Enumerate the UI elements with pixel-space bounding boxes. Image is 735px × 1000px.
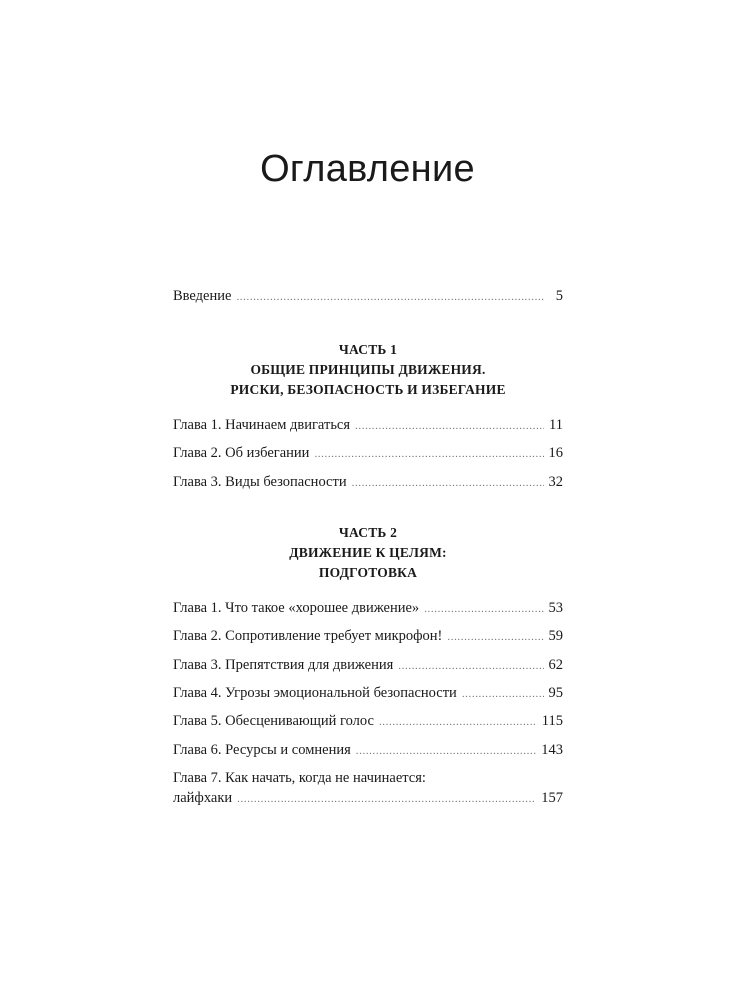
part-title-line: ПОДГОТОВКА [318, 564, 418, 580]
dot-leader [237, 789, 536, 809]
dot-leader [379, 712, 537, 732]
toc-entry-page: 53 [548, 599, 563, 616]
toc-entry-label: Глава 6. Ресурсы и сомнения [173, 741, 351, 758]
toc-entry-page: 5 [555, 288, 563, 304]
part-title-line: ОБЩИЕ ПРИНЦИПЫ ДВИЖЕНИЯ. [250, 362, 486, 377]
toc-entry-introduction[interactable] [173, 286, 563, 307]
dot-leader [447, 627, 543, 647]
table-of-contents [173, 286, 563, 817]
toc-entry-label: Глава 2. Об избегании [173, 445, 310, 462]
toc-entry-label: Глава 7. Как начать, когда не начинается: [173, 770, 426, 787]
toc-entry-chapter[interactable] [173, 443, 563, 464]
part-title-line: ДВИЖЕНИЕ К ЦЕЛЯМ: [289, 544, 447, 560]
toc-entry-page: 157 [541, 790, 563, 807]
toc-entry-label-cont: лайфхаки [173, 790, 233, 807]
toc-entry-label: Глава 2. Сопротивление требует микрофон! [173, 628, 443, 645]
dot-leader [398, 656, 543, 676]
page-title: Оглавление [260, 148, 475, 190]
dot-leader [424, 599, 543, 619]
toc-entry-chapter[interactable] [173, 740, 563, 761]
dot-leader [352, 473, 544, 493]
toc-entry-label: Глава 1. Начинаем двигаться [173, 417, 351, 433]
toc-entry-label: Глава 1. Что такое «хорошее движение» [173, 599, 420, 616]
part-2-heading [173, 523, 563, 583]
toc-entry-chapter[interactable] [173, 626, 563, 647]
toc-entry-page: 11 [549, 417, 563, 433]
toc-entry-page: 143 [541, 741, 563, 758]
toc-entry-chapter[interactable] [173, 598, 563, 619]
toc-entry-label: Глава 5. Обесценивающий голос [173, 713, 374, 730]
toc-entry-label: Глава 3. Препятствия для движения [173, 656, 394, 673]
toc-entry-page: 16 [548, 445, 563, 462]
toc-entry-label: Глава 4. Угрозы эмоциональной безопасности [173, 684, 457, 701]
toc-entry-page: 32 [548, 473, 563, 490]
toc-entry-chapter[interactable] [173, 655, 563, 676]
part-number: ЧАСТЬ 1 [338, 342, 398, 357]
dot-leader [462, 684, 544, 704]
dot-leader [356, 741, 536, 761]
toc-entry-page: 59 [548, 628, 563, 645]
part-number: ЧАСТЬ 2 [338, 524, 398, 540]
dot-leader [236, 287, 544, 307]
toc-entry-page: 62 [548, 656, 563, 673]
toc-entry-page: 115 [541, 713, 563, 730]
toc-entry-chapter[interactable] [173, 711, 563, 732]
part-1-heading [173, 340, 563, 400]
part-title-line: РИСКИ, БЕЗОПАСНОСТЬ И ИЗБЕГАНИЕ [230, 382, 506, 397]
toc-entry-chapter[interactable] [173, 472, 563, 493]
dot-leader [355, 416, 544, 436]
toc-entry-page: 95 [548, 684, 563, 701]
toc-entry-chapter[interactable] [173, 415, 563, 436]
toc-entry-label: Введение [173, 288, 232, 304]
dot-leader [314, 444, 543, 464]
toc-entry-chapter[interactable] [173, 768, 563, 809]
toc-entry-chapter[interactable] [173, 683, 563, 704]
toc-entry-continuation [173, 788, 563, 809]
toc-entry-label: Глава 3. Виды безопасности [173, 473, 347, 490]
